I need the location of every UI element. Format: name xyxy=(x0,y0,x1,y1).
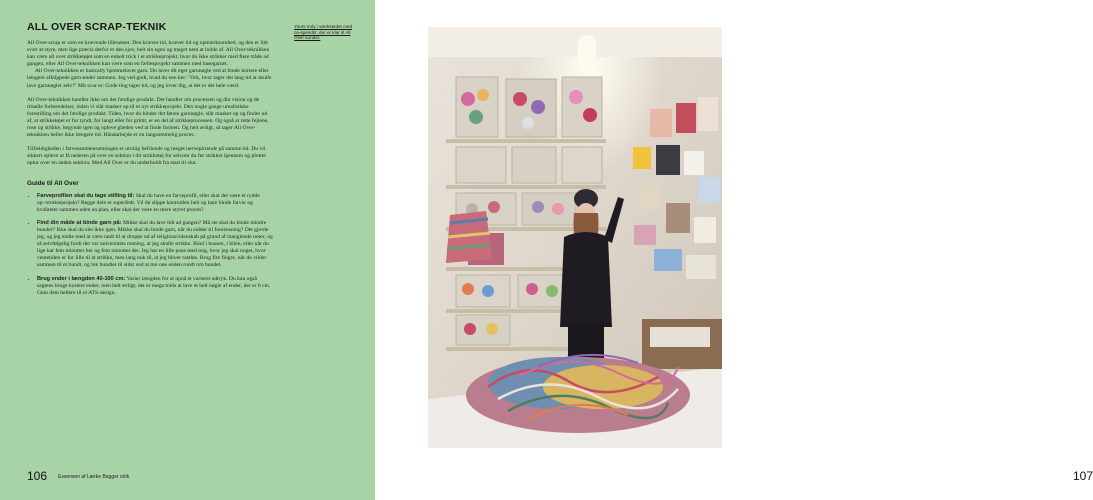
guide-item-text: Mikke skal du lave lidt ad gangen? Må ste skal du binde mindre bunder? Ikke skal du slet ikke igen. Mikke skal du binde garn, når du sidder til forelæsning? Det gjorde jeg, og jeg endte med at være nødt til at droppe ud af religionsvidenskab på grund af manglende noter, og så selvfølgelig fordi det var universitets mening, at jeg skulle strikke. Bind i bussen, i bilen, eller når du lige har fem minutter her og fem minutter der. Jeg har en lille pose med mig, hvor jeg skal noget, hvor ventetiden er for lille til at strikke, men lang nok til, at jeg bliver rastløs. Brug fire fingre, når du vikler sammen til et bundt, og lok bundtet til sidst ved at mo one enden rundt om bundet. xyxy=(37,219,273,269)
guide-item-lead: Brug ender i længden 40-100 cm: xyxy=(37,275,126,282)
studio-photo xyxy=(428,27,722,448)
paragraph-process: All Over-teknikken handler ikke om det færdige produkt. Det handler om processen og din vision og de rituelle forberedelser, inden vi slår masker op til et nyt strikkeprojekt. Den nogle gange urealistiske forestilling om det færdige produkt. Tiden, hvor du binder det første garnnøgle, slår masker op og finder ud af, at strikketøjet er for tyndt, for langt eller for grimt, er en del af strikkeprocessen. Og også at rette fejlene, rose og strikke, begynde igen og opleve glæden ved at finde formen. Og helt ærligt, så tager All Over-teknikken heller ikke længere tid. Håndarbejde er en langsommelig proces. xyxy=(27,96,269,139)
running-footer: Essensen af Lærke Bagger strik xyxy=(58,474,130,480)
guide-title: Guide til All Over xyxy=(27,179,79,187)
paragraph-intro: All Over-scrap er som en krævende lillesøster. Den kræver tid, kræver tid og opmærksomhed, og den er lidt svær at styre, men lige præcis derfor er den sjov, helt sin egen og meget nem at holde af. All Over-teknikken kan være all over strikketøjet som en enkelt trick i et strikkeprojekt, hvor du ikke strikker med flere tråde ad gangen, eller All Over-teknikken kan være som en fællesprojekt sammen med basegarnet. xyxy=(27,40,270,68)
page-number-left: 106 xyxy=(27,469,48,483)
guide-list xyxy=(27,193,273,297)
guide-item-lead: Find din måde at binde garn på: xyxy=(37,219,122,226)
guide-item-text: Skal du have en farveprofil, eller skal det være et rydde op-/strukteprojekt? Begge dele er superfedt. Vil du slippe kontrollen helt og bare binde farver og kvaliteter sammen uden en plan, eller skal der være en mere styret proces? xyxy=(37,192,260,213)
photo-caption: Yours truly i værkstedet med ca-spendst, der er klar til All Over kunder. xyxy=(294,24,353,41)
left-page xyxy=(0,0,375,500)
body-text xyxy=(27,40,273,303)
paragraph-randomness: Tilfældigheden i farvesammensætningen er utrolig befriende og meget nervepirrende på samme tid. Du vil sikkert opleve at få nederen på over en sektion i dit strikketøj for selvom du før strikket igennem og plottet optur over en anden sektion. Med All Over er du underholdt fra start til slut. xyxy=(27,146,266,167)
paragraph-technique: All Over-teknikken er basically hjemmelavet garn. Du laver dit eget garnnøgle ved at binde kortere eller længere afklippede garn-ender sammen. Jeg ved godt, hvad du tæn ker: "Ork, hvor tager det lang tid at skulle lave garnnøgler selv!" Mit svar er: Gode ting tager tid, og jeg lover dig, at det er det hele værd. xyxy=(27,68,272,89)
page-number-right: 107 xyxy=(1073,469,1093,483)
section-title: ALL OVER SCRAP-TEKNIK xyxy=(27,21,167,33)
guide-item-binding xyxy=(37,220,273,270)
guide-item-text: Varier længden for at opnå et varieret udtryk. Du kan også sagtens bruge kortere ender, men helt ærligt, det er mega træls at lave et helt nøgle af ender, der er 8 cm. Gem dem hellere til et ATS-design. xyxy=(37,275,271,296)
hanging-sweater xyxy=(446,211,492,263)
guide-item-colour-profile xyxy=(37,193,273,214)
guide-item-lead: Farveprofilen skal du tage stilling til: xyxy=(37,192,135,199)
guide-item-length xyxy=(37,276,273,297)
